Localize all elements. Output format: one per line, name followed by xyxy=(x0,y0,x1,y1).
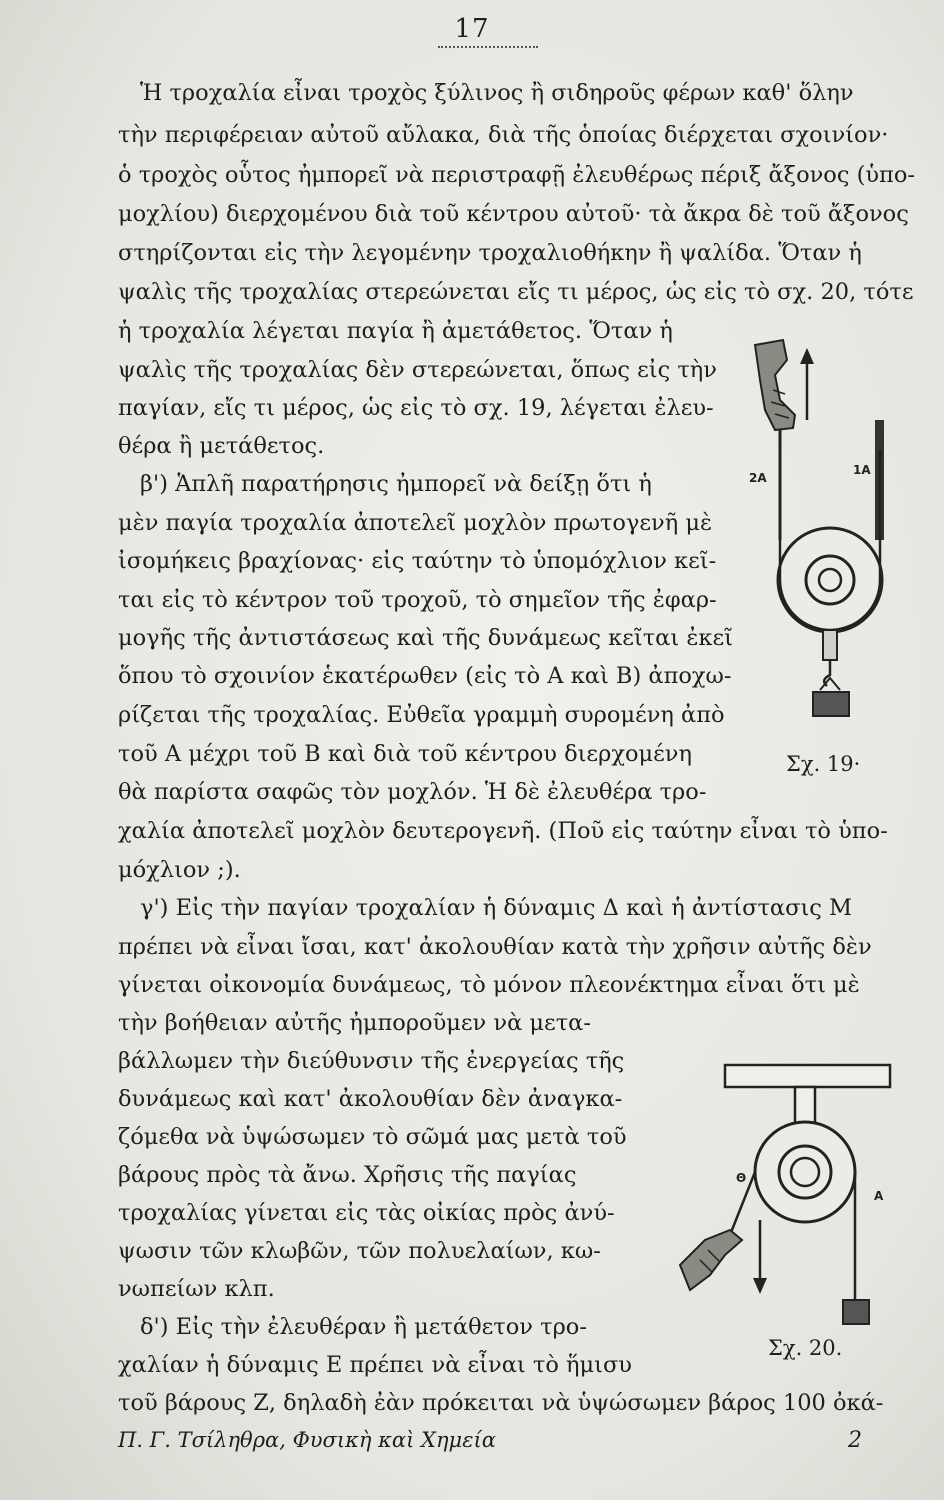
text-line: τοῦ Α μέχρι τοῦ Β καὶ διὰ τοῦ κέντρου διερχομένη xyxy=(118,741,692,767)
text-line: ρίζεται τῆς τροχαλίας. Εὐθεῖα γραμμὴ συρομένη ἀπὸ xyxy=(118,702,725,728)
footer-sheet-number: 2 xyxy=(848,1428,862,1453)
page-number: 17 xyxy=(454,14,490,44)
figure-19-caption: Σχ. 19· xyxy=(786,752,861,776)
text-line: ψωσιν τῶν κλωβῶν, τῶν πολυελαίων, κω- xyxy=(118,1238,601,1264)
text-line: μόχλιον ;). xyxy=(118,857,241,883)
figure-20-caption: Σχ. 20. xyxy=(768,1336,843,1360)
text-line: ζόμεθα νὰ ὑψώσωμεν τὸ σῶμά μας μετὰ τοῦ xyxy=(118,1124,627,1150)
text-line: τὴν περιφέρειαν αὐτοῦ αὔλακα, διὰ τῆς ὁποίας διέρχεται σχοινίον· xyxy=(118,122,889,148)
text-line: τοῦ βάρους Ζ, δηλαδὴ ἐὰν πρόκειται νὰ ὑψώσωμεν βάρος 100 ὀκά- xyxy=(118,1390,884,1416)
text-line: νωπείων κλπ. xyxy=(118,1276,275,1302)
text-line: μοχλίου) διερχομένου διὰ τοῦ κέντρου αὐτοῦ· τὰ ἄκρα δὲ τοῦ ἄξονος xyxy=(118,201,909,227)
text-line: ψαλὶς τῆς τροχαλίας δὲν στερεώνεται, ὅπως εἰς τὴν xyxy=(118,357,717,383)
header-rule xyxy=(438,46,538,48)
text-line: ται εἰς τὸ κέντρον τοῦ τροχοῦ, τὸ σημεῖον τῆς ἐφαρ- xyxy=(118,587,717,613)
figure-20-label-left: Θ xyxy=(736,1171,747,1185)
text-line: γίνεται οἰκονομία δυνάμεως, τὸ μόνον πλεονέκτημα εἶναι ὅτι μὲ xyxy=(118,972,860,998)
text-line: τροχαλίας γίνεται εἰς τὰς οἰκίας πρὸς ἀνύ- xyxy=(118,1200,615,1226)
text-line: μογῆς τῆς ἀντιστάσεως καὶ τῆς δυνάμεως κεῖται ἐκεῖ xyxy=(118,625,733,651)
text-line: Ἡ τροχαλία εἶναι τροχὸς ξύλινος ἢ σιδηροῦς φέρων καθ' ὅλην xyxy=(140,80,854,106)
text-line: ἰσομήκεις βραχίονας· εἰς ταύτην τὸ ὑπομόχλιον κεῖ- xyxy=(118,548,717,574)
text-line: ψαλὶς τῆς τροχαλίας στερεώνεται εἴς τι μέρος, ὡς εἰς τὸ σχ. 20, τότε xyxy=(118,279,914,305)
text-line: ἡ τροχαλία λέγεται παγία ἢ ἀμετάθετος. Ὅταν ἡ xyxy=(118,318,673,344)
footer-author-title: Π. Γ. Τσίληθρα, Φυσικὴ καὶ Χημεία xyxy=(118,1428,496,1452)
text-line: δυνάμεως καὶ κατ' ἀκολουθίαν δὲν ἀναγκα- xyxy=(118,1086,623,1112)
text-line: γ') Εἰς τὴν παγίαν τροχαλίαν ἡ δύναμις Δ καὶ ἡ ἀντίστασις Μ xyxy=(140,895,853,921)
text-line: ὅπου τὸ σχοινίον ἑκατέρωθεν (εἰς τὸ Α καὶ Β) ἀποχω- xyxy=(118,663,732,689)
text-line: θέρα ἢ μετάθετος. xyxy=(118,433,325,459)
figure-20-label-right: A xyxy=(874,1189,884,1203)
text-line: πρέπει νὰ εἶναι ἴσαι, κατ' ἀκολουθίαν κατὰ τὴν χρῆσιν αὐτῆς δὲν xyxy=(118,934,872,960)
text-line: ὁ τροχὸς οὗτος ἠμπορεῖ νὰ περιστραφῇ ἐλευθέρως πέριξ ἄξονος (ὑπο- xyxy=(118,162,915,188)
text-line: χαλία ἀποτελεῖ μοχλὸν δευτερογενῆ. (Ποῦ εἰς ταύτην εἶναι τὸ ὑπο- xyxy=(118,818,888,844)
text-line: παγίαν, εἴς τι μέρος, ὡς εἰς τὸ σχ. 19, λέγεται ἐλευ- xyxy=(118,395,714,421)
text-line: χαλίαν ἡ δύναμις Ε πρέπει νὰ εἶναι τὸ ἥμισυ xyxy=(118,1352,632,1378)
text-line: βάρους πρὸς τὰ ἄνω. Χρῆσις τῆς παγίας xyxy=(118,1162,577,1188)
text-line: β') Ἁπλῆ παρατήρησις ἠμπορεῖ νὰ δείξῃ ὅτι ἡ xyxy=(140,471,652,497)
text-line: μὲν παγία τροχαλία ἀποτελεῖ μοχλὸν πρωτογενῆ μὲ xyxy=(118,510,713,536)
text-line: βάλλωμεν τὴν διεύθυνσιν τῆς ἐνεργείας τῆς xyxy=(118,1048,625,1074)
text-line: στηρίζονται εἰς τὴν λεγομένην τροχαλιοθήκην ἢ ψαλίδα. Ὅταν ἡ xyxy=(118,240,862,266)
text-line: τὴν βοήθειαν αὐτῆς ἠμποροῦμεν νὰ μετα- xyxy=(118,1010,591,1036)
figure-20-fixed-pulley xyxy=(670,1050,910,1340)
text-line: θὰ παρίστα σαφῶς τὸν μοχλόν. Ἡ δὲ ἐλευθέρα τρο- xyxy=(118,779,707,805)
figure-19-label-right: 1A xyxy=(853,463,871,477)
text-line: δ') Εἰς τὴν ἐλευθέραν ἢ μετάθετον τρο- xyxy=(140,1314,587,1340)
figure-19-label-left: 2A xyxy=(749,471,767,485)
figure-19-movable-pulley xyxy=(735,330,915,750)
